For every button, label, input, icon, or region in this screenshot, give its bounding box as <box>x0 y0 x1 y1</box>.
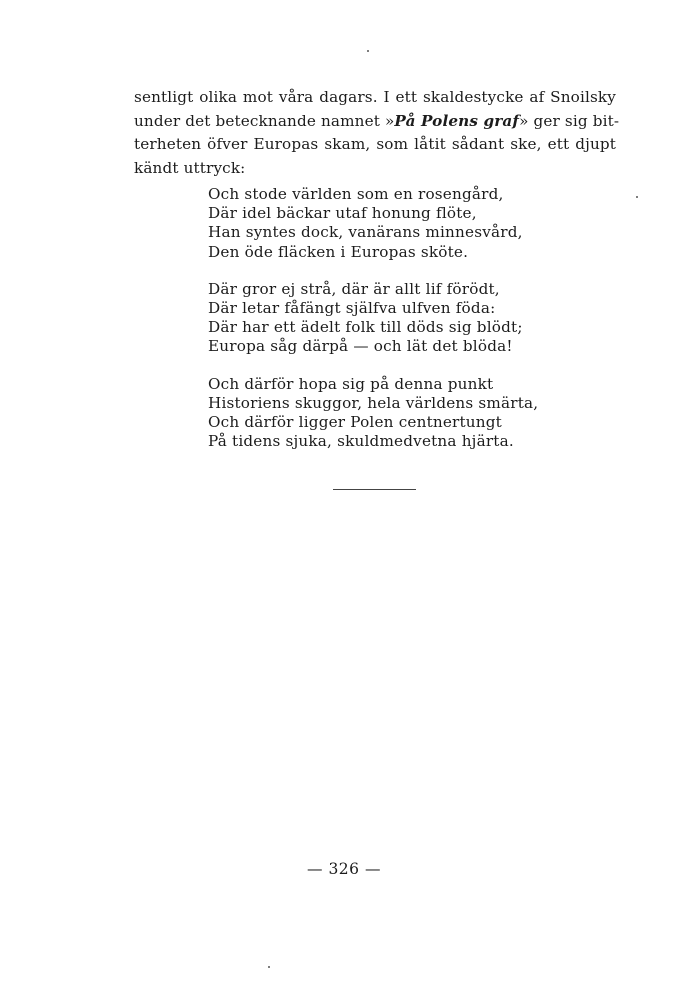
verse-line: Där letar fåfängt själfva ulfven föda: <box>208 299 496 318</box>
prose-line-3: terheten öfver Europas skam, som låtit sådant ske, ett djupt <box>134 135 616 153</box>
prose-line-4: kändt uttryck: <box>134 158 246 177</box>
prose-line-2 <box>134 110 620 134</box>
ink-speck-right <box>636 196 638 198</box>
stanza-2 <box>208 280 538 357</box>
verse-line: Han syntes dock, vanärans minnesvård, <box>208 223 523 242</box>
stanza-1 <box>208 185 538 262</box>
verse-line: Den öde fläcken i Europas sköte. <box>208 242 469 261</box>
verse-line: Historiens skuggor, hela världens smärta, <box>208 393 539 412</box>
verse-line: Och därför ligger Polen centnertungt <box>208 413 502 432</box>
prose-line-2-before: under det betecknande namnet » <box>134 111 395 130</box>
poem <box>208 185 538 469</box>
poem-title: På Polens graf <box>394 111 520 130</box>
ink-speck-bottom <box>268 966 270 968</box>
verse-line: Och därför hopa sig på denna punkt <box>208 374 494 393</box>
verse-line: Och stode världen som en rosengård, <box>208 185 504 203</box>
prose-paragraph <box>134 86 620 180</box>
prose-line-1: sentligt olika mot våra dagars. I ett skaldestycke af Snoilsky <box>134 88 616 106</box>
section-divider <box>333 489 416 490</box>
stanza-3 <box>208 375 538 452</box>
page-number: — 326 — <box>307 860 381 878</box>
verse-line: Europa såg därpå — och lät det blöda! <box>208 337 513 356</box>
ink-speck-top <box>367 50 369 52</box>
verse-line: På tidens sjuka, skuldmedvetna hjärta. <box>208 432 514 451</box>
verse-line: Där gror ej strå, där är allt lif förödt, <box>208 279 500 298</box>
verse-line: Där har ett ädelt folk till döds sig blödt; <box>208 318 523 337</box>
verse-line: Där idel bäckar utaf honung flöte, <box>208 204 477 223</box>
prose-line-2-after: » ger sig bit- <box>519 111 620 130</box>
